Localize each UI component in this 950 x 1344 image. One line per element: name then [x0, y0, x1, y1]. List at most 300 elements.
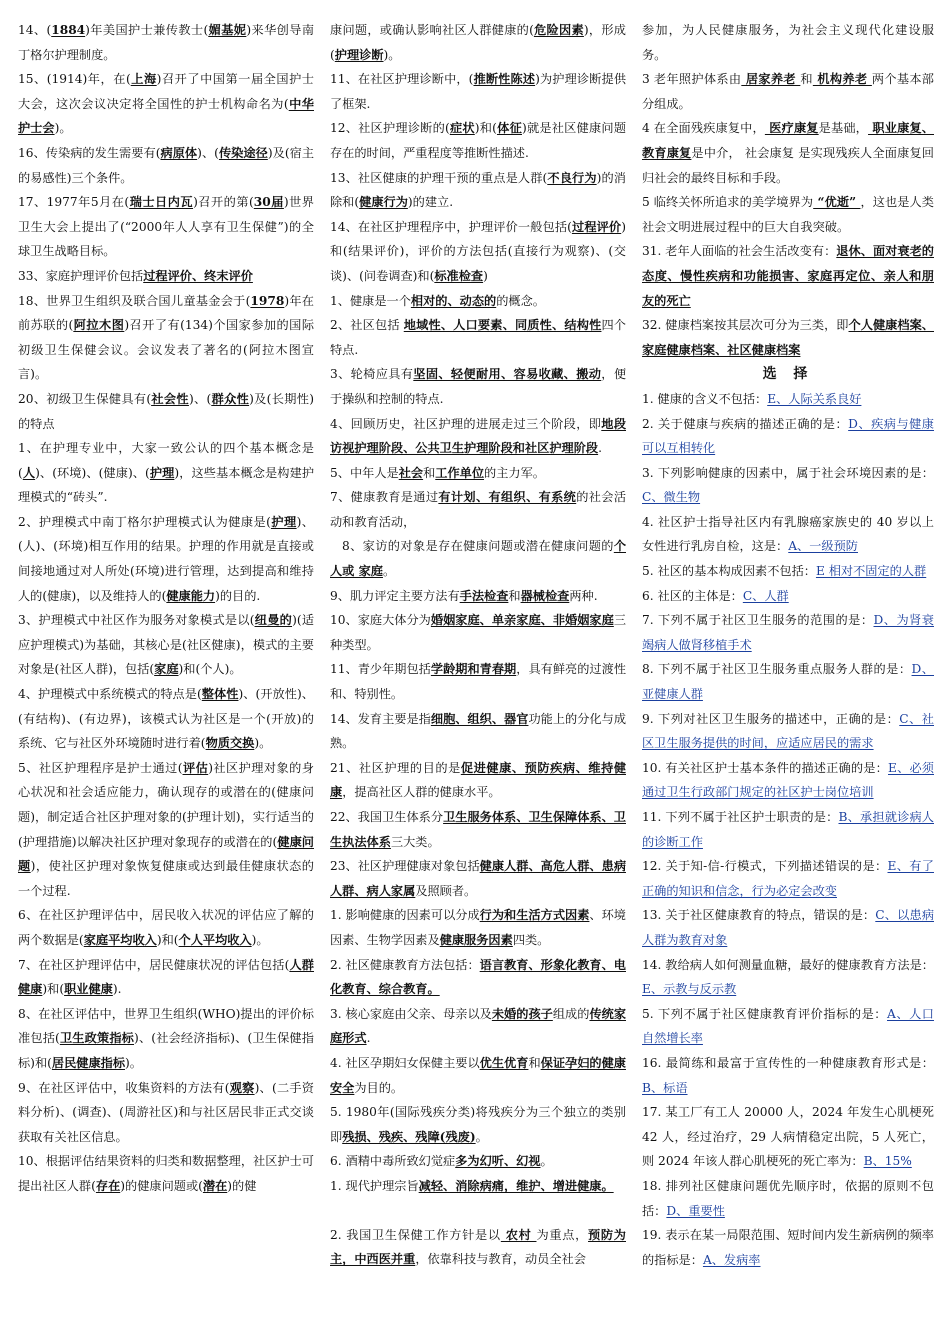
question-text: ) — [483, 268, 488, 283]
answer-text: 学龄期和青春期 — [430, 662, 517, 677]
answer-text: 护理 — [149, 465, 175, 480]
question-item — [330, 953, 626, 1002]
question-text: 组成的 — [552, 1006, 590, 1021]
question-text: 31. 老年人面临的社会生活改变有： — [642, 244, 837, 259]
answer-text: 居家养老 — [741, 72, 801, 87]
question-text: ，具有鲜亮的过渡性和、特别性。 — [330, 662, 626, 702]
question-item — [642, 313, 934, 362]
question-text: 三大类。 — [390, 834, 440, 849]
answer-choice: C、以患病人群为教育对象 — [642, 908, 934, 947]
answer-text: 地域性、人口要素、同质性、结构性 — [403, 318, 602, 333]
answer-text: 危险因素 — [533, 23, 584, 37]
question-text: )、(二手资料分析)、(调查)、(周游社区)和与社区居民非正式交谈获取有关社区信息。 — [18, 1080, 314, 1144]
question-item — [330, 1223, 626, 1272]
question-item — [330, 903, 626, 952]
question-text: 2、社区包括 — [330, 318, 404, 333]
question-item — [642, 18, 934, 67]
answer-choice: C、微生物 — [642, 490, 701, 505]
question-item — [18, 903, 314, 952]
question-text: . — [366, 1031, 371, 1046]
question-item — [330, 116, 626, 165]
question-item — [18, 387, 314, 436]
question-text: )召开了有(134)个国家参加的国际初级卫生保健会议。会议发表了著名的(阿拉木图宣言)。 — [18, 318, 314, 382]
answer-text: 个人或 家庭 — [330, 539, 626, 579]
answer-choice: E、有了正确的知识和信念，行为必定会改变 — [642, 859, 934, 898]
question-text: )和( — [42, 982, 65, 997]
answer-choice: B、标语 — [642, 1080, 688, 1095]
question-item — [642, 903, 934, 952]
question-text: )，使社区护理对象恢复健康或达到最佳健康状态的一个过程. — [18, 859, 314, 898]
answer-choice: B、承担就诊病人的诊断工作 — [642, 810, 934, 849]
question-text: 3、轮椅应具有 — [330, 367, 414, 382]
column-right — [642, 18, 934, 1338]
answer-text: 过程评价、终末评价 — [143, 268, 253, 283]
answer-text: 手法检查 — [459, 588, 509, 603]
section-title: 选 择 — [762, 366, 814, 383]
question-text: 8、在社区评估中，世界卫生组织(WHO)提出的评价标准包括( — [18, 1006, 314, 1046]
question-item — [642, 1223, 934, 1272]
question-text: 2. 我国卫生保健工作方针是以 — [330, 1227, 501, 1242]
question-text: 3 老年照护体系由 — [642, 72, 742, 87]
question-text: )的健 — [227, 1178, 257, 1193]
question-text: 11、青少年期包括 — [330, 662, 431, 677]
question-item — [330, 313, 626, 362]
question-text: )。 — [54, 121, 72, 136]
question-item — [330, 461, 626, 486]
question-text: )世界卫生大会上提出了(“2000年人人享有卫生保健”)的全球卫生战略目标。 — [18, 195, 314, 259]
question-text: )、( — [188, 391, 212, 406]
question-text: )、(环境)、(健康)、( — [35, 465, 150, 480]
question-text: )年在前苏联的( — [18, 293, 314, 333]
question-text: 8. 下列不属于社区卫生服务重点服务人群的是： — [642, 662, 912, 677]
question-text: 14、( — [18, 23, 52, 37]
question-text: 5. 社区的基本构成因素不包括： — [642, 564, 816, 579]
answer-text: “优逝” — [813, 195, 861, 210]
question-text: 21、社区护理的目的是 — [330, 760, 461, 775]
question-text: 2、护理模式中南丁格尔护理模式认为健康是( — [18, 514, 271, 529]
answer-text: 未婚的孩子 — [491, 1006, 553, 1021]
question-item — [330, 1149, 626, 1174]
question-text: )。 — [254, 736, 272, 751]
question-text: ，这也是人类社会文明进展过程中的巨大自我突破。 — [642, 195, 934, 234]
question-text: 三种类型。 — [330, 613, 626, 652]
question-text: )、(人)、(环境)相互作用的结果。护理的作用就是直接或间接地通过对人所处(环境)进行管理，达到提高和维持人的(健康)，以及维持人的( — [18, 514, 314, 603]
question-item — [330, 18, 626, 67]
question-text: 23、社区护理健康对象包括 — [330, 859, 480, 874]
question-item — [642, 387, 934, 412]
question-text: )和(结果评价)，评价的方法包括(直接行为观察)、(交谈)、(问卷调查)和( — [330, 219, 626, 283]
question-text: )的健康问题或( — [120, 1178, 203, 1193]
question-text: 的概念。 — [496, 293, 545, 308]
answer-text: 预防为主，中西医并重 — [330, 1227, 626, 1267]
answer-text: 职业健康 — [64, 982, 113, 997]
question-text: 是基础， — [818, 121, 869, 136]
question-text: 1. 现代护理宗旨 — [330, 1178, 419, 1193]
question-item — [642, 707, 934, 756]
question-text: 1、在护理专业中，大家一致公认的四个基本概念是( — [18, 441, 314, 480]
question-item — [330, 166, 626, 215]
question-text: 17. 某工厂有工人 20000 人，2024 年发生心肌梗死 42 人，经过治疗，29 人病情稳定出院，5 人死亡，则 2024 年该人群心肌梗死的死亡率为： — [642, 1105, 934, 1169]
question-item — [330, 289, 626, 314]
question-text: 两个基本部分组成。 — [642, 72, 934, 111]
answer-text: 居民健康指标 — [51, 1055, 126, 1070]
answer-text: 农村 — [500, 1227, 537, 1242]
question-item — [330, 1002, 626, 1051]
question-text: 13、社区健康的护理干预的重点是人群( — [330, 170, 548, 185]
question-text: )召开了中国第一届全国护士大会，这次会议决定将全国性的护士机构命名为( — [18, 72, 314, 111]
question-item — [642, 953, 934, 1002]
question-item — [330, 1174, 626, 1199]
question-item — [18, 510, 314, 608]
question-text: 4、护理模式中系统模式的特点是( — [18, 687, 202, 702]
answer-choice: A、一级预防 — [788, 539, 858, 554]
question-item — [18, 1076, 314, 1150]
question-text: )、( — [197, 145, 219, 160]
answer-text: 行为和生活方式因素 — [479, 908, 590, 923]
question-text: 16、传染病的发生需要有( — [18, 145, 161, 160]
question-item — [18, 264, 314, 289]
answer-text: 有计划、有组织、有系统 — [438, 490, 577, 505]
question-item — [18, 436, 314, 510]
question-item — [642, 510, 934, 559]
answer-text: 推断性陈述 — [473, 72, 536, 87]
answer-choice: C、社区卫生服务提供的时间，应适应居民的需求 — [642, 711, 934, 751]
answer-text: 残损、残疾、残障(残废) — [342, 1129, 476, 1144]
question-text: 19. 表示在某一局限范围、短时间内发生新病例的频率的指标是： — [642, 1228, 934, 1267]
question-item — [642, 239, 934, 313]
question-text: 12、社区护理诊断的( — [330, 121, 450, 136]
column-middle — [330, 18, 626, 1338]
answer-text: 症状 — [449, 121, 475, 136]
question-text: ，提高社区人群的健康水平。 — [342, 785, 501, 800]
question-text: 的社会活动和教育活动， — [330, 490, 626, 529]
question-item — [18, 1149, 314, 1198]
question-text: 14、在社区护理程序中，护理评价一般包括( — [330, 219, 572, 234]
answer-text: 存在 — [95, 1178, 121, 1193]
question-text: 16. 最简练和最富于宣传性的一种健康教育形式是： — [642, 1055, 934, 1070]
answer-text: 多为幻听、幻视 — [455, 1154, 541, 1169]
question-item — [18, 682, 314, 756]
question-text: 3. 下列影响健康的因素中，属于社会环境因素的是： — [642, 465, 934, 480]
question-text: )和( — [156, 932, 179, 947]
question-text: 6. 社区的主体是： — [642, 588, 743, 603]
question-text: )的目的. — [215, 588, 261, 603]
question-text: 两种. — [569, 588, 598, 603]
question-text: 1. 健康的含义不包括： — [642, 391, 768, 406]
answer-text: 纽曼的 — [254, 613, 293, 628]
question-text: )和(个人)。 — [178, 662, 242, 677]
answer-text: 卫生服务体系、卫生保障体系、卫生执法体系 — [330, 810, 626, 849]
question-item — [642, 1100, 934, 1174]
answer-text: 整体性 — [201, 687, 239, 702]
answer-choice: A、发病率 — [702, 1252, 761, 1267]
question-item — [642, 1051, 934, 1100]
question-item — [642, 756, 934, 805]
question-text: 康问题，或确认影响社区人群健康的( — [330, 23, 534, 37]
question-text: 。 — [540, 1154, 553, 1169]
question-text: 12. 关于知-信-行模式，下列描述错误的是： — [642, 859, 888, 874]
question-text: )。 — [125, 1055, 142, 1070]
question-text: 四类。 — [512, 932, 550, 947]
answer-text: 卫生政策指标 — [59, 1031, 135, 1046]
question-text: 7、在社区护理评估中，居民健康状况的评估包括( — [18, 957, 290, 972]
question-text: ). — [112, 982, 122, 997]
question-text: 5. 下列不属于社区健康教育评价指标的是： — [642, 1006, 888, 1021]
answer-text: 健康问题 — [18, 834, 314, 874]
question-text: 17、1977年5月在( — [18, 195, 130, 210]
question-text: ，依靠科技与教育，动员全社会 — [415, 1252, 586, 1267]
question-item — [642, 584, 934, 609]
question-text: 为目的。 — [354, 1080, 404, 1095]
answer-choice: D、重要性 — [666, 1203, 725, 1218]
answer-text: 婚姻家庭、单亲家庭、非婚姻家庭 — [430, 613, 614, 628]
question-text: 和 — [800, 72, 813, 87]
answer-text: 社会性 — [151, 391, 189, 406]
question-text: )的消除和( — [330, 170, 626, 210]
question-text: 10、根据评估结果资料的归类和数据整理，社区护士可提出社区人群( — [18, 1154, 314, 1193]
question-item — [330, 608, 626, 657]
answer-text: 减轻、消除病痛，维护、增进健康。 — [418, 1178, 614, 1193]
question-text: )、(社会经济指标)、(卫生保健指标)和( — [18, 1031, 314, 1070]
question-text: )为护理诊断提供了框架. — [330, 72, 626, 111]
answer-text: 上海 — [130, 72, 157, 87]
answer-text: 健康行为 — [359, 195, 408, 210]
question-text: 14. 教给病人如何测量血糖，最好的健康教育方法是： — [642, 957, 934, 972]
answer-choice: E、人际关系良好 — [767, 391, 862, 406]
answer-text: 标准检查 — [434, 268, 484, 283]
question-text: )(适应护理模式)为基础，其核心是(社区健康)，模式的主要对象是(社区人群)，包括( — [18, 613, 314, 677]
answer-text: 观察 — [229, 1080, 255, 1095]
question-item — [18, 18, 314, 67]
question-text: 20、初级卫生保健具有( — [18, 391, 152, 406]
answer-choice: A、人口自然增长率 — [642, 1006, 934, 1046]
question-text: 、环境因素、生物学因素及 — [330, 908, 626, 947]
question-text: 1、健康是一个 — [330, 293, 411, 308]
answer-text: 阿拉木图 — [73, 318, 125, 333]
question-text: 和 — [528, 1055, 541, 1070]
answer-text: 人群健康 — [18, 957, 314, 997]
question-item — [330, 534, 626, 583]
question-item — [18, 756, 314, 904]
question-item — [18, 1002, 314, 1076]
column-left — [18, 18, 314, 1338]
question-item — [642, 116, 934, 190]
answer-text: 促进健康、预防疾病、维持健康 — [330, 760, 626, 800]
question-text: )召开的第( — [193, 195, 254, 210]
question-text: 2. 关于健康与疾病的描述正确的是： — [642, 416, 849, 431]
question-text: 和 — [508, 588, 521, 603]
answer-text: 坚固、轻便耐用、容易收藏、搬动 — [413, 367, 602, 382]
question-text: 15、(1914)年，在( — [18, 72, 131, 87]
answer-text: 1978 — [250, 293, 285, 308]
question-item — [642, 67, 934, 116]
answer-text: 工作单位 — [435, 465, 485, 480]
question-text: )，这些基本概念是构建护理模式的“砖头”. — [18, 465, 314, 505]
question-item — [642, 608, 934, 657]
question-text: 13. 关于社区健康教育的特点，错误的是： — [642, 908, 876, 923]
question-item — [330, 485, 626, 534]
answer-text: 退休、面对衰老的态度、慢性疾病和功能损害、家庭再定位、亲人和朋友的死亡 — [642, 244, 934, 308]
question-item — [642, 805, 934, 854]
answer-text: 1884 — [51, 23, 86, 37]
question-item — [18, 190, 314, 264]
question-text: 9、在社区评估中，收集资料的方法有( — [18, 1080, 230, 1095]
answer-text: 体征 — [496, 121, 522, 136]
question-item — [330, 215, 626, 289]
question-item — [330, 756, 626, 805]
answer-text: 人 — [22, 465, 36, 480]
answer-text: 机构养老 — [812, 72, 872, 87]
answer-text: 语言教育、形象化教育、电化教育、综合教育。 — [330, 957, 626, 997]
answer-choice: E 相对不固定的人群 — [815, 564, 927, 579]
answer-text: 护理 — [270, 514, 297, 529]
answer-text: 保证孕妇的健康安全 — [330, 1055, 626, 1095]
question-text: )。 — [251, 932, 269, 947]
question-text: 4. 社区护士指导社区内有乳腺癌家族史的 40 岁以上女性进行乳房自检，这是： — [642, 514, 934, 554]
question-item — [18, 953, 314, 1002]
answer-text: 群众性 — [211, 391, 250, 406]
question-text: 3. 核心家庭由父亲、母亲以及 — [330, 1006, 492, 1021]
question-item — [330, 67, 626, 116]
question-text: )。 — [383, 47, 401, 62]
answer-text: 家庭平均收入 — [83, 932, 157, 947]
question-text: 9、肌力评定主要方法有 — [330, 588, 460, 603]
answer-text: 传统家庭形式 — [330, 1006, 626, 1046]
question-text: 6、在社区护理评估中，居民收入状况的评估应了解的两个数据是( — [18, 908, 314, 947]
question-text: )，形成( — [330, 23, 626, 62]
question-item — [642, 461, 934, 510]
question-text: 四个特点. — [330, 318, 626, 357]
question-text: 10. 有关社区护士基本条件的描述正确的是： — [642, 760, 888, 775]
question-text: 9. 下列对社区卫生服务的描述中，正确的是： — [642, 711, 900, 726]
question-item — [330, 1051, 626, 1100]
question-text: 5 临终关怀所追求的美学境界为 — [642, 195, 814, 210]
question-text: 6. 酒精中毒所致幻觉症 — [330, 1154, 456, 1169]
question-text: 2. 社区健康教育方法包括： — [330, 957, 480, 972]
question-text: 5. 1980年(国际残疾分类)将残疾分为三个独立的类别即 — [330, 1105, 626, 1144]
question-item — [642, 412, 934, 461]
question-item — [18, 608, 314, 682]
question-text: )年美国护士兼传教士( — [85, 23, 209, 37]
answer-text: 中华护士会 — [18, 96, 314, 136]
question-text: 7、健康教育是通过 — [330, 490, 439, 505]
question-item — [330, 657, 626, 706]
answer-text: 个人平均收入 — [178, 932, 252, 947]
answer-text: 不良行为 — [547, 170, 597, 185]
question-text: 为重点， — [536, 1227, 589, 1242]
question-item — [18, 141, 314, 190]
question-item — [330, 412, 626, 461]
question-text: 的主力军。 — [484, 465, 545, 480]
question-item — [642, 190, 934, 239]
question-item — [642, 1174, 934, 1223]
question-item — [18, 67, 314, 141]
question-text: 8、家访的对象是存在健康问题或潜在健康问题的 — [342, 539, 614, 554]
question-text: 功能上的分化与成熟。 — [330, 711, 626, 751]
question-item — [330, 362, 626, 411]
answer-text: 护理诊断 — [334, 47, 384, 62]
question-text: 7. 下列不属于社区卫生服务的范围的是： — [642, 613, 874, 628]
question-item — [330, 584, 626, 609]
answer-text: 细胞、组织、器官 — [430, 711, 529, 726]
answer-text: 健康人群、高危人群、患病人群、病人家属 — [330, 859, 626, 898]
answer-choice: C、人群 — [742, 588, 789, 603]
answer-text: 家庭 — [154, 662, 179, 677]
question-text: 5、中年人是 — [330, 465, 399, 480]
question-text: 11. 下列不属于社区护士职责的是： — [642, 810, 839, 824]
question-item — [642, 657, 934, 706]
question-item — [642, 854, 934, 903]
question-text: 4、回顾历史，社区护理的进展走过三个阶段，即 — [330, 416, 602, 431]
answer-text: 过程评价 — [571, 219, 622, 234]
question-text: )及(长期性)的特点 — [18, 391, 314, 431]
answer-text: 社会 — [398, 465, 424, 480]
question-item — [642, 1002, 934, 1051]
answer-choice: D、疾病与健康可以互相转化 — [642, 416, 934, 456]
answer-choice: B、15% — [863, 1154, 912, 1169]
question-item — [330, 805, 626, 854]
question-text: 1. 影响健康的因素可以分成 — [330, 908, 480, 923]
question-text: )就是社区健康问题存在的时间，严重程度等推断性描述. — [330, 121, 626, 160]
question-text: 是中介， 社会康复 是实现残疾人全面康复回归社会的最终目标和手段。 — [642, 145, 934, 185]
answer-text: 器械检查 — [520, 588, 570, 603]
question-item — [330, 707, 626, 756]
question-text: 14、发育主要是指 — [330, 711, 431, 726]
question-text: )社区护理对象的身心状况和社会适应能力，确认现存的或潜在的(健康问题)，制定适合社区护理对象的(护理计划)，实行适当的(护理措施)以解决社区护理对象现存的或潜在的( — [18, 760, 314, 849]
answer-text: 30届 — [253, 195, 284, 210]
question-text: )及(宿主的易感性)三个条件。 — [18, 145, 314, 185]
question-text: 11、在社区护理诊断中，( — [330, 72, 474, 87]
question-text: )、(开放性)、(有结构)、(有边界)，该模式认为社区是一个(开放)的系统、它与社区外环境随时进行着( — [18, 687, 314, 751]
question-text: 18、世界卫生组织及联合国儿童基金会于( — [18, 293, 251, 308]
question-text: . — [598, 441, 602, 456]
question-text: )的建立. — [407, 195, 454, 210]
question-text: 32. 健康档案按其层次可分为三类，即 — [642, 318, 849, 333]
answer-text: 地段访视护理阶段、公共卫生护理阶段和社区护理阶段 — [330, 416, 626, 456]
answer-text: 医疗康复 — [764, 121, 819, 136]
question-item — [642, 559, 934, 584]
answer-text: 媚基妮 — [208, 23, 247, 37]
question-text: 33、家庭护理评价包括 — [18, 268, 144, 283]
question-text: 。 — [475, 1129, 488, 1144]
answer-text: 相对的、动态的 — [410, 293, 497, 308]
question-item — [330, 1100, 626, 1149]
question-text: )来华创导南丁格尔护理制度。 — [18, 23, 314, 62]
answer-choice: D、为肾衰竭病人做肾移植手术 — [642, 613, 934, 652]
question-text: 4. 社区孕期妇女保健主要以 — [330, 1055, 480, 1070]
question-item — [18, 289, 314, 387]
question-text: )和( — [474, 121, 497, 136]
answer-text: 评估 — [182, 760, 209, 775]
question-text: 和 — [423, 465, 436, 480]
question-item — [330, 854, 626, 903]
blank-line — [330, 1199, 626, 1223]
answer-text: 潜在 — [202, 1178, 228, 1193]
question-text: 18. 排列社区健康问题优先顺序时，依据的原则不包括： — [642, 1178, 934, 1218]
answer-text: 物质交换 — [205, 736, 255, 751]
question-text: 4 在全面残疾康复中， — [642, 121, 765, 136]
answer-text: 病原体 — [160, 145, 198, 160]
answer-choice: D、亚健康人群 — [642, 662, 934, 702]
answer-text: 职业康复、教育康复 — [642, 121, 934, 160]
question-text: 参加，为人民健康服务，为社会主义现代化建设服务。 — [642, 23, 934, 62]
question-text: 。 — [383, 564, 396, 579]
question-text: ，便于操纵和控制的特点. — [330, 367, 626, 406]
question-text: 5、社区护理程序是护士通过( — [18, 760, 183, 775]
answer-choice: E、示教与反示教 — [642, 982, 737, 997]
question-text: 及照顾者。 — [415, 883, 477, 898]
answer-text: 优生优育 — [479, 1055, 529, 1070]
